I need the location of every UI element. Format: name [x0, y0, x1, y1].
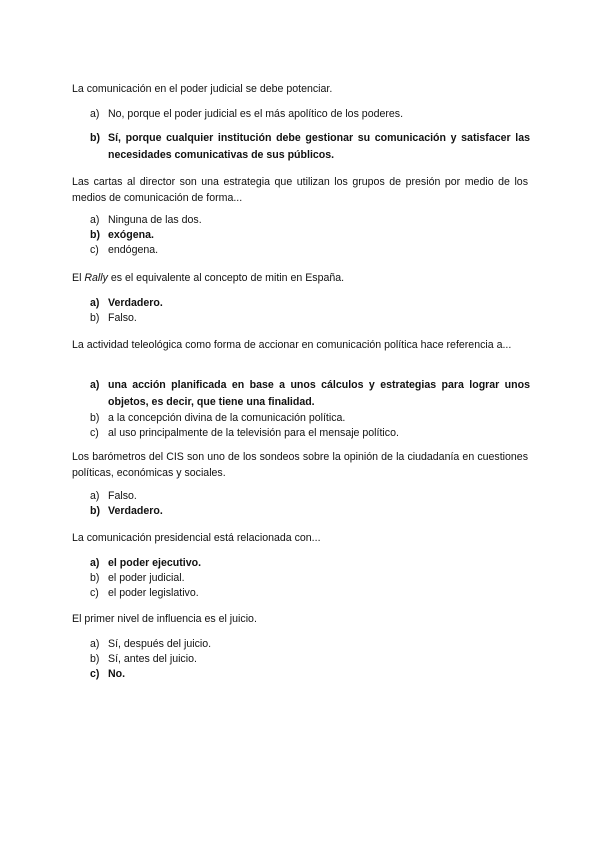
option-7a — [90, 637, 530, 652]
option-text: a la concepción divina de la comunicación política. — [108, 412, 346, 424]
question-3-options — [90, 296, 530, 326]
option-label: c) — [90, 668, 100, 680]
option-text: el poder legislativo. — [108, 587, 199, 599]
option-text: Verdadero. — [108, 297, 163, 309]
question-4: La actividad teleológica como forma de accionar en comunicación política hace referencia a... — [72, 339, 512, 351]
question-3 — [72, 270, 528, 286]
option-label: a) — [90, 297, 100, 309]
option-1b — [90, 130, 530, 164]
question-5-options — [90, 489, 530, 519]
option-label: a) — [90, 108, 100, 120]
option-text: Ninguna de las dos. — [108, 214, 202, 226]
question-7: El primer nivel de influencia es el juicio. — [72, 613, 257, 625]
option-label: c) — [90, 587, 99, 599]
option-label: a) — [90, 638, 100, 650]
option-3b — [90, 311, 530, 326]
question-7-options — [90, 637, 530, 682]
option-4c — [90, 426, 530, 441]
question-4-options — [90, 377, 530, 441]
option-label: b) — [90, 505, 100, 517]
option-label: b) — [90, 132, 100, 144]
question-2: Las cartas al director son una estrategia que utilizan los grupos de presión por medio de los medios de comunicación de forma... — [72, 176, 528, 204]
option-text: Sí, antes del juicio. — [108, 653, 197, 665]
option-7c — [90, 667, 530, 682]
option-label: b) — [90, 653, 100, 665]
option-label: a) — [90, 214, 100, 226]
question-2-options — [90, 213, 530, 258]
option-4b — [90, 411, 530, 426]
option-text: Sí, porque cualquier institución debe gestionar su comunicación y satisfacer las necesidades comunicativas de sus públicos. — [108, 132, 530, 161]
option-text: el poder ejecutivo. — [108, 557, 202, 569]
option-4a — [90, 377, 530, 411]
option-5a — [90, 489, 530, 504]
option-1a — [90, 107, 530, 122]
option-label: b) — [90, 312, 100, 324]
option-6a — [90, 556, 530, 571]
option-label: a) — [90, 557, 100, 569]
option-text: Verdadero. — [108, 505, 163, 517]
question-3-prefix: El — [72, 272, 85, 284]
question-6: La comunicación presidencial está relacionada con... — [72, 532, 321, 544]
option-2b — [90, 228, 530, 243]
option-3a — [90, 296, 530, 311]
option-label: b) — [90, 229, 100, 241]
option-6c — [90, 586, 530, 601]
option-text: Sí, después del juicio. — [108, 638, 212, 650]
option-label: c) — [90, 427, 99, 439]
option-text: al uso principalmente de la televisión para el mensaje político. — [108, 427, 399, 439]
option-text: el poder judicial. — [108, 572, 185, 584]
option-5b — [90, 504, 530, 519]
option-text: endógena. — [108, 244, 159, 256]
option-2c — [90, 243, 530, 258]
question-1-options — [90, 107, 530, 164]
option-text: No. — [108, 668, 126, 680]
option-text: exógena. — [108, 229, 154, 241]
option-text: una acción planificada en base a unos cálculos y estrategias para lograr unos objetos, es decir, que tiene una finalidad. — [108, 379, 530, 408]
option-text: Falso. — [108, 490, 137, 502]
option-text: Falso. — [108, 312, 137, 324]
question-3-suffix: es el equivalente al concepto de mitin en España. — [107, 272, 345, 284]
option-label: b) — [90, 572, 100, 584]
option-6b — [90, 571, 530, 586]
question-3-italic: Rally — [84, 272, 108, 284]
question-6-options — [90, 556, 530, 601]
option-label: b) — [90, 412, 100, 424]
option-label: c) — [90, 244, 99, 256]
option-2a — [90, 213, 530, 228]
question-1: La comunicación en el poder judicial se debe potenciar. — [72, 83, 333, 95]
option-text: No, porque el poder judicial es el más apolítico de los poderes. — [108, 108, 404, 120]
option-label: a) — [90, 490, 100, 502]
option-7b — [90, 652, 530, 667]
question-5: Los barómetros del CIS son uno de los sondeos sobre la opinión de la ciudadanía en cuestiones políticas, económicas y sociales. — [72, 451, 528, 479]
option-label: a) — [90, 379, 100, 391]
